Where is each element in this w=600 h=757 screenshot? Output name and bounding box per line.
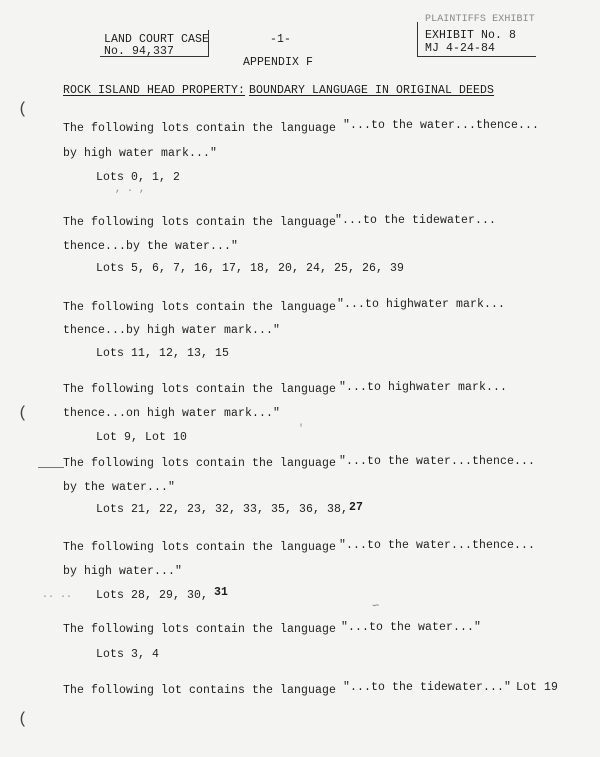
page-number: -1- (270, 33, 292, 46)
smudge: ' (298, 424, 305, 435)
heading-right: BOUNDARY LANGUAGE IN ORIGINAL DEEDS (249, 84, 495, 97)
exhibit-line-1: EXHIBIT No. 8 (425, 29, 517, 42)
section-lots: Lot 19 (516, 681, 559, 694)
section-lots: Lots 5, 6, 7, 16, 17, 18, 20, 24, 25, 26, 39 (96, 262, 405, 275)
section-quote: "...to highwater mark... (339, 381, 508, 394)
handwritten-lot: 31 (214, 586, 229, 599)
section-intro: The following lots contain the language (63, 541, 337, 554)
section-quote-cont: by the water..." (63, 481, 176, 494)
margin-bracket: ( (18, 100, 28, 118)
section-intro: The following lots contain the language (63, 216, 337, 229)
exhibit-line-0: PLAINTIFFS EXHIBIT (425, 14, 535, 22)
exhibit-line-2: MJ 4-24-84 (425, 42, 496, 55)
margin-bracket: ( (18, 404, 28, 422)
section-quote: "...to the water...thence... (339, 455, 536, 468)
section-intro: The following lots contain the language (63, 122, 337, 135)
section-intro: The following lots contain the language (63, 301, 337, 314)
margin-dash (38, 467, 64, 468)
section-intro: The following lot contains the language (63, 684, 337, 697)
section-quote: "...to the water...thence... (339, 539, 536, 552)
section-quote: "...to highwater mark... (337, 298, 506, 311)
section-quote: "...to the water..." (341, 621, 482, 634)
section-quote-cont: thence...by the water..." (63, 240, 239, 253)
section-quote-cont: thence...by high water mark..." (63, 324, 281, 337)
section-lots: Lots 28, 29, 30, (96, 589, 209, 602)
section-intro: The following lots contain the language (63, 383, 337, 396)
heading-left: ROCK ISLAND HEAD PROPERTY: (63, 84, 246, 97)
section-quote-cont: by high water mark..." (63, 147, 218, 160)
section-quote: "...to the water...thence... (343, 119, 540, 132)
section-lots: Lots 21, 22, 23, 32, 33, 35, 36, 38, (96, 503, 349, 516)
margin-bracket: ( (18, 710, 28, 728)
smudge: , . , (115, 184, 146, 195)
case-line-1: LAND COURT CASE (104, 33, 210, 46)
smudge: .. .. (42, 590, 73, 601)
handwritten-lot: 27 (349, 501, 364, 514)
section-quote-cont: by high water..." (63, 565, 183, 578)
appendix-label: APPENDIX F (243, 56, 314, 69)
section-lots: Lots 0, 1, 2 (96, 171, 181, 184)
section-lots: Lot 9, Lot 10 (96, 431, 188, 444)
section-lots: Lots 3, 4 (96, 648, 160, 661)
smudge: ∽ (372, 599, 380, 613)
section-intro: The following lots contain the language (63, 457, 337, 470)
section-lots: Lots 11, 12, 13, 15 (96, 347, 230, 360)
section-quote-cont: thence...on high water mark..." (63, 407, 281, 420)
case-line-2: No. 94,337 (104, 45, 175, 58)
section-quote: "...to the tidewater... (335, 214, 497, 227)
section-quote: "...to the tidewater..." (343, 681, 512, 694)
section-intro: The following lots contain the language (63, 623, 337, 636)
